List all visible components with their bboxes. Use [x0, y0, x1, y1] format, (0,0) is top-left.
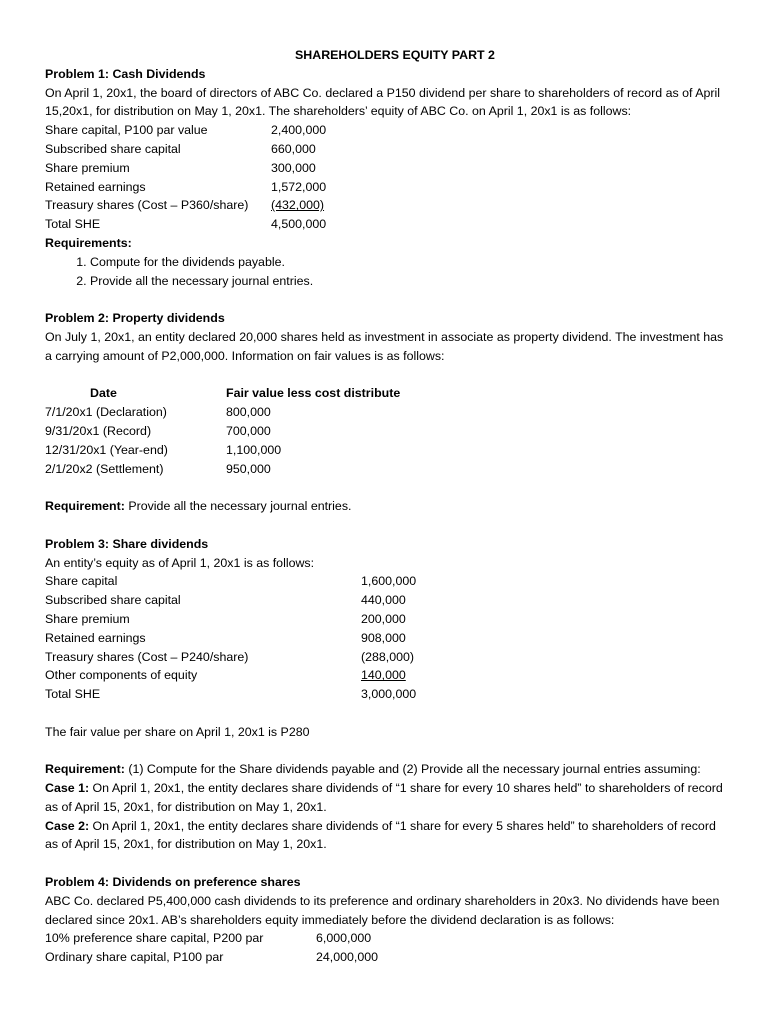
problem3-case2: Case 2: On April 1, 20x1, the entity declares share dividends of “1 share for every 5 shares held” to shareholders of record as of April 15, 20x1, for distribution on May 1, 20x1.: [45, 818, 716, 852]
table-row: Share premium 300,000: [45, 160, 316, 175]
problem2-table-header: Date Fair value less cost distribute: [90, 386, 401, 401]
problem2-heading: Problem 2: Property dividends: [45, 311, 225, 326]
table-row: Treasury shares (Cost – P360/share) (432,000): [45, 198, 325, 213]
list-item: 1. Compute for the dividends payable.: [90, 253, 725, 272]
problem4-text: ABC Co. declared P5,400,000 cash dividends to its preference and ordinary shareholders in 20x3. No dividends have been declared since 20x1. AB’s shareholders equity immediately before the dividend declaration is as follows:: [45, 893, 720, 927]
document-content: [45, 46, 725, 967]
problem3-case1: Case 1: On April 1, 20x1, the entity declares share dividends of “1 share for every 10 shares held” to shareholders of record as of April 15, 20x1, for distribution on May 1, 20x1.: [45, 781, 723, 814]
table-row: Ordinary share capital, P100 par 24,000,000: [45, 950, 379, 965]
table-row: 12/31/20x1 (Year-end) 1,100,000: [45, 442, 282, 457]
problem3-fair-value-note: The fair value per share on April 1, 20x1 is P280: [45, 724, 310, 739]
table-row: 7/1/20x1 (Declaration) 800,000: [45, 405, 271, 420]
table-row: Retained earnings 1,572,000: [45, 179, 327, 194]
page-title: SHAREHOLDERS EQUITY PART 2: [295, 48, 495, 62]
table-row: Other components of equity 140,000: [45, 668, 406, 683]
table-row: Share premium 200,000: [45, 611, 406, 626]
table-row: 10% preference share capital, P200 par 6,000,000: [45, 931, 372, 946]
table-row: Subscribed share capital 440,000: [45, 593, 406, 608]
table-row: Total SHE 4,500,000: [45, 217, 327, 232]
problem3-requirement: Requirement: (1) Compute for the Share dividends payable and (2) Provide all the necessary journal entries assuming:: [45, 762, 701, 777]
table-row: Retained earnings 908,000: [45, 630, 406, 645]
problem3-intro: An entity’s equity as of April 1, 20x1 is as follows:: [45, 555, 315, 570]
problem2-requirement: Requirement: Provide all the necessary journal entries.: [45, 499, 352, 514]
table-row: Total SHE 3,000,000: [45, 687, 417, 702]
problem3-heading: Problem 3: Share dividends: [45, 536, 209, 551]
problem1-requirements-list: [45, 253, 725, 291]
problem2-text: On July 1, 20x1, an entity declared 20,000 shares held as investment in associate as property dividend. The investment has a carrying amount of P2,000,000. Information on fair values is as follows:: [45, 329, 724, 363]
problem4-heading: Problem 4: Dividends on preference shares: [45, 875, 301, 890]
table-row: 2/1/20x2 (Settlement) 950,000: [45, 461, 271, 476]
table-row: 9/31/20x1 (Record) 700,000: [45, 423, 271, 438]
problem1-heading: Problem 1: Cash Dividends: [45, 66, 206, 81]
problem1-text: On April 1, 20x1, the board of directors of ABC Co. declared a P150 dividend per share to shareholders of record as of April 15,20x1, for distribution on May 1, 20x1. The shareholders’ equity of ABC Co. on April 1, 20x1 is as follows:: [45, 85, 720, 119]
problem1-requirements-label: Requirements:: [45, 235, 132, 250]
list-item: 2. Provide all the necessary journal entries.: [90, 272, 725, 291]
table-row: Share capital, P100 par value 2,400,000: [45, 123, 327, 138]
table-row: Treasury shares (Cost – P240/share) (288,000): [45, 649, 415, 664]
table-row: Subscribed share capital 660,000: [45, 141, 316, 156]
table-row: Share capital 1,600,000: [45, 574, 417, 589]
